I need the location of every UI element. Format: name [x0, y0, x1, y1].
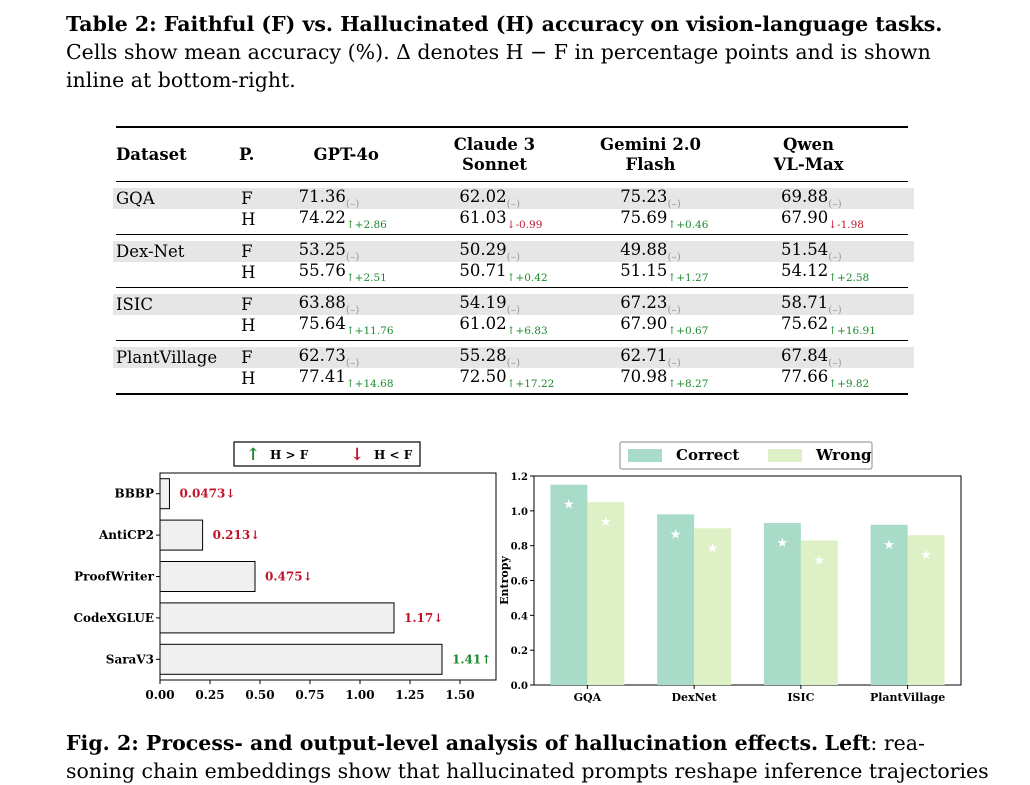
accuracy-value: 49.88	[620, 240, 668, 259]
accuracy-cell	[459, 187, 620, 210]
bar-data-label: 1.41↑	[452, 652, 492, 667]
prompt-type-cell: F	[241, 242, 253, 261]
legend-label: Wrong	[816, 446, 872, 464]
accuracy-cell	[781, 240, 908, 263]
bar-star-marker: ★	[883, 537, 895, 553]
accuracy-value: 51.15	[620, 261, 668, 280]
y-tick-label: BBBP	[114, 486, 154, 501]
header-model-0: GPT-4o	[313, 144, 379, 164]
dataset-cell: GQA	[116, 189, 155, 208]
delta-value: ↑+1.27	[667, 272, 709, 284]
delta-value: (–)	[345, 251, 360, 263]
accuracy-value: 67.90	[620, 314, 668, 333]
accuracy-cell	[299, 261, 460, 284]
accuracy-value: 75.23	[620, 187, 668, 206]
delta-value: ↑+6.83	[506, 325, 548, 337]
header-model-1: Claude 3 Sonnet	[453, 134, 536, 174]
accuracy-cell	[299, 293, 460, 316]
results-table	[116, 126, 908, 395]
accuracy-value: 54.12	[780, 261, 829, 280]
delta-value: ↑+8.27	[667, 378, 709, 390]
legend-swatch	[768, 449, 802, 462]
table-group	[116, 182, 908, 234]
table-row	[116, 262, 908, 283]
table-row	[116, 209, 908, 230]
y-tick-label: AntiCP2	[98, 528, 154, 543]
delta-value: (–)	[667, 251, 681, 263]
legend-label: H > F	[270, 448, 309, 462]
delta-value: ↑+17.22	[506, 378, 555, 390]
accuracy-cell	[620, 240, 781, 263]
figure-caption	[66, 729, 989, 785]
bar-star-marker: ★	[920, 548, 932, 564]
accuracy-cell	[459, 208, 620, 231]
table-row	[116, 294, 908, 315]
accuracy-cell	[299, 240, 460, 263]
accuracy-value: 67.84	[780, 346, 829, 365]
hbar	[160, 479, 169, 509]
accuracy-value: 55.76	[298, 261, 346, 280]
accuracy-value: 74.22	[298, 208, 346, 227]
legend-label: H < F	[374, 448, 413, 462]
table-row	[116, 368, 908, 389]
bar-data-label: 0.213↓	[212, 528, 261, 543]
hbar	[160, 562, 255, 592]
bar-data-label: 0.0473↓	[179, 486, 236, 501]
left-chart	[60, 440, 510, 709]
x-tick-label: ISIC	[787, 691, 815, 704]
delta-value: ↑+2.58	[828, 272, 870, 284]
accuracy-value: 67.90	[780, 208, 829, 227]
accuracy-cell	[620, 261, 781, 284]
dataset-cell: ISIC	[116, 295, 153, 314]
hbar	[160, 603, 394, 633]
x-tick-label: PlantVillage	[869, 691, 946, 704]
hbar	[160, 520, 203, 550]
prompt-type-cell: H	[241, 263, 256, 282]
table-row	[116, 315, 908, 336]
delta-value: ↑+0.67	[667, 325, 709, 337]
accuracy-cell	[459, 367, 620, 390]
accuracy-value: 50.71	[459, 261, 507, 280]
table-caption-body: Cells show mean accuracy (%). Δ denotes H − F in percentage points and is shown inline at bottom-right.	[66, 40, 931, 92]
y-tick-label: 0.8	[510, 541, 528, 553]
delta-value: (–)	[345, 304, 360, 316]
delta-value: ↑+9.82	[828, 378, 870, 390]
table-row	[116, 188, 908, 209]
y-tick-label: 1.2	[510, 472, 528, 483]
accuracy-value: 53.25	[298, 240, 346, 259]
legend-arrow-icon: ↑	[246, 445, 261, 465]
accuracy-cell	[299, 367, 460, 390]
right-chart	[494, 440, 969, 709]
accuracy-value: 54.19	[459, 293, 507, 312]
accuracy-value: 75.69	[620, 208, 668, 227]
delta-value: (–)	[828, 304, 842, 316]
accuracy-cell	[299, 346, 460, 369]
dataset-cell: PlantVillage	[116, 348, 218, 367]
x-tick-label: 1.50	[445, 688, 475, 702]
legend-swatch	[628, 449, 662, 462]
prompt-type-cell: F	[241, 189, 253, 208]
dataset-cell: Dex-Net	[116, 242, 185, 261]
accuracy-cell	[459, 314, 620, 337]
accuracy-value: 69.88	[780, 187, 829, 206]
delta-value: (–)	[828, 198, 842, 210]
legend-label: Correct	[676, 446, 740, 464]
accuracy-value: 61.02	[459, 314, 507, 333]
delta-value: ↑+16.91	[828, 325, 876, 337]
table-caption	[66, 10, 964, 94]
bar-star-marker: ★	[563, 497, 575, 513]
x-tick-label: DexNet	[671, 691, 717, 704]
accuracy-value: 71.36	[298, 187, 346, 206]
accuracy-cell	[459, 346, 620, 369]
y-axis-label: Entropy	[498, 556, 511, 605]
delta-value: (–)	[506, 357, 521, 369]
y-tick-label: 0.4	[510, 611, 528, 623]
y-tick-label: 0.6	[510, 576, 528, 588]
bar-data-label: 1.17↓	[404, 610, 444, 625]
accuracy-cell	[299, 187, 460, 210]
y-tick-label: CodeXGLUE	[73, 610, 154, 625]
delta-value: ↑+0.42	[506, 272, 548, 284]
accuracy-value: 67.23	[620, 293, 668, 312]
table-caption-title: Table 2: Faithful (F) vs. Hallucinated (H) accuracy on vision-language tasks.	[66, 12, 943, 36]
delta-value: (–)	[828, 251, 842, 263]
y-tick-label: 0.0	[510, 681, 528, 692]
delta-value: ↑+2.86	[345, 219, 387, 231]
bar-data-label: 0.475↓	[265, 569, 313, 584]
delta-value: (–)	[506, 304, 521, 316]
y-tick-label: ProofWriter	[74, 569, 154, 584]
accuracy-cell	[620, 367, 781, 390]
prompt-type-cell: H	[241, 210, 256, 229]
x-tick-label: 1.25	[395, 688, 425, 702]
delta-value: (–)	[667, 198, 681, 210]
figure-caption-rest: : rea-	[870, 731, 925, 755]
delta-value: ↑+0.46	[667, 219, 709, 231]
y-tick-label: 0.2	[510, 646, 528, 658]
accuracy-value: 62.73	[298, 346, 346, 365]
accuracy-cell	[781, 314, 908, 337]
table-row	[116, 347, 908, 368]
prompt-type-cell: F	[241, 295, 253, 314]
x-tick-label: 0.75	[295, 688, 325, 702]
delta-value: (–)	[828, 357, 842, 369]
accuracy-cell	[459, 293, 620, 316]
accuracy-value: 75.64	[298, 314, 346, 333]
header-model-3: Qwen VL-Max	[773, 134, 844, 174]
accuracy-cell	[620, 187, 781, 210]
header-dataset: Dataset	[116, 145, 187, 164]
x-tick-label: 0.25	[195, 688, 225, 702]
table-group	[116, 341, 908, 393]
accuracy-cell	[620, 314, 781, 337]
table-group	[116, 235, 908, 287]
accuracy-cell	[620, 293, 781, 316]
accuracy-cell	[781, 261, 908, 284]
right-chart-legend	[620, 442, 872, 469]
delta-value: (–)	[667, 304, 681, 316]
accuracy-value: 62.02	[459, 187, 507, 206]
accuracy-value: 61.03	[459, 208, 507, 227]
delta-value: (–)	[506, 251, 521, 263]
table-row	[116, 241, 908, 262]
accuracy-value: 50.29	[459, 240, 507, 259]
y-tick-label: 1.0	[510, 506, 528, 518]
accuracy-cell	[620, 208, 781, 231]
accuracy-cell	[781, 367, 908, 390]
accuracy-cell	[781, 208, 908, 231]
bar-star-marker: ★	[600, 515, 612, 531]
accuracy-cell	[781, 293, 908, 316]
delta-value: (–)	[345, 357, 360, 369]
accuracy-cell	[299, 314, 460, 337]
bar-star-marker: ★	[813, 553, 826, 569]
delta-value: (–)	[667, 357, 681, 369]
accuracy-value: 55.28	[459, 346, 507, 365]
header-model-2: Gemini 2.0 Flash	[600, 134, 702, 174]
vbar	[550, 485, 587, 685]
accuracy-cell	[781, 187, 908, 210]
accuracy-value: 77.41	[298, 367, 346, 386]
x-tick-label: 0.50	[245, 688, 275, 702]
table-group	[116, 288, 908, 340]
figure-caption-line2: soning chain embeddings show that hallucinated prompts reshape inference trajectories	[66, 759, 989, 783]
delta-value: ↓-1.98	[828, 219, 864, 231]
delta-value: ↓-0.99	[506, 219, 543, 231]
hbar	[160, 644, 442, 674]
x-tick-label: 0.00	[145, 688, 175, 702]
accuracy-value: 72.50	[459, 367, 507, 386]
legend-arrow-icon: ↓	[350, 445, 365, 465]
prompt-type-cell: F	[241, 348, 253, 367]
accuracy-value: 58.71	[780, 293, 829, 312]
y-tick-label: SaraV3	[105, 652, 154, 667]
delta-value: ↑+14.68	[345, 378, 394, 390]
table-rule	[116, 393, 908, 395]
right-bar-chart-svg	[494, 440, 969, 705]
left-chart-legend	[234, 442, 420, 466]
delta-value: (–)	[345, 198, 360, 210]
figure-caption-left: Left	[824, 731, 871, 755]
x-tick-label: 1.00	[345, 688, 375, 702]
bar-star-marker: ★	[776, 536, 789, 552]
accuracy-value: 62.71	[620, 346, 668, 365]
delta-value: ↑+2.51	[345, 272, 387, 284]
accuracy-value: 63.88	[298, 293, 346, 312]
accuracy-value: 75.62	[780, 314, 829, 333]
accuracy-cell	[459, 261, 620, 284]
accuracy-value: 51.54	[780, 240, 829, 259]
accuracy-cell	[459, 240, 620, 263]
accuracy-cell	[620, 346, 781, 369]
prompt-type-cell: H	[241, 316, 256, 335]
bar-star-marker: ★	[706, 541, 719, 557]
accuracy-value: 77.66	[780, 367, 829, 386]
delta-value: (–)	[506, 198, 521, 210]
accuracy-cell	[781, 346, 908, 369]
bar-star-marker: ★	[669, 527, 682, 543]
accuracy-cell	[299, 208, 460, 231]
left-bar-chart-svg	[60, 440, 510, 705]
table-body	[116, 182, 908, 395]
header-p: P.	[238, 145, 255, 164]
figure-caption-lead: Fig. 2: Process- and output-level analysis of hallucination effects.	[66, 731, 819, 755]
accuracy-value: 70.98	[620, 367, 668, 386]
prompt-type-cell: H	[241, 369, 256, 388]
x-tick-label: GQA	[573, 691, 602, 704]
table-header	[116, 128, 908, 181]
delta-value: ↑+11.76	[345, 325, 394, 337]
